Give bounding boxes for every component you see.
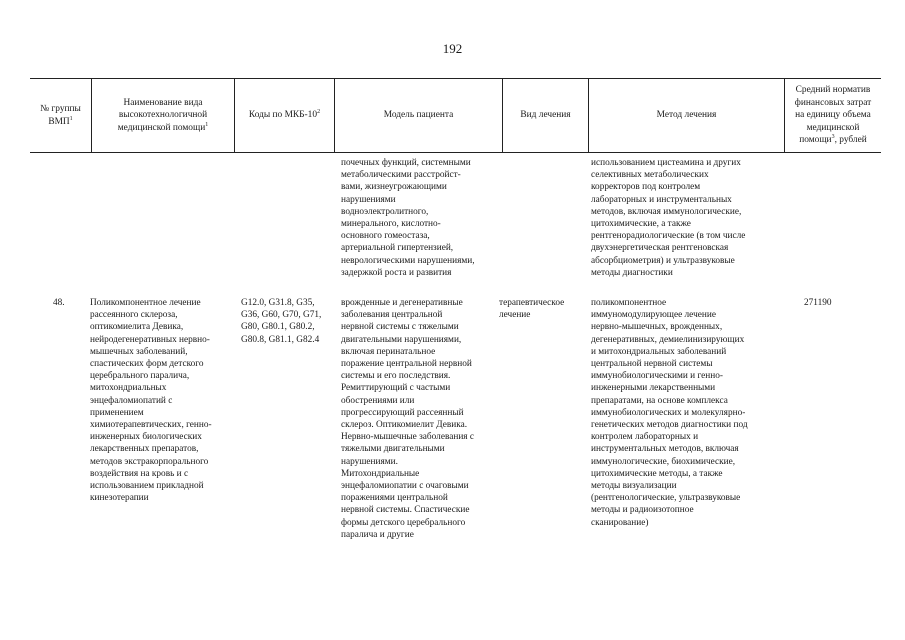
text-line: методы и радиоизотопное (591, 505, 694, 516)
text-line: тяжелыми двигательными (341, 444, 445, 455)
text-line: системы и его последствия. (341, 371, 451, 382)
text-line: инженерных биологических (90, 432, 202, 443)
text-line: цитохимические методы, а также (591, 468, 723, 479)
text-line: поражениями центральной (341, 493, 448, 504)
care-type-name (90, 297, 212, 504)
text-line: нейродегенеративных нервно- (90, 334, 210, 345)
icd-codes (241, 297, 321, 346)
text-line: лабораторных и инструментальных (591, 194, 732, 205)
text-line: G12.0, G31.8, G35, (241, 298, 315, 308)
text-line: оптикомиелита Девика, (90, 322, 184, 333)
text-line: нервно-мышечных, врожденных, (591, 322, 723, 333)
text-line: использованием цистеамина и других (591, 158, 741, 168)
text-line: контролем лабораторных и (591, 432, 699, 443)
footnote-mark: 1 (205, 121, 209, 128)
text-line: двухэнергетическая рентгеновская (591, 243, 729, 254)
footnote-mark: 3 (831, 134, 835, 141)
text-line: воздействия на кровь и с (90, 468, 189, 479)
text-line: центральной нервной системы (591, 359, 713, 370)
header-icd-codes (234, 79, 334, 152)
text-line: методов экстракорпорального (90, 456, 209, 467)
text-line: поражение центральной нервной (341, 359, 472, 370)
text-line: селективных метаболических (591, 170, 709, 181)
text-line: почечных функций, системными (341, 158, 471, 168)
header-patient-model-text: Модель пациента (383, 110, 454, 121)
text-line: использованием прикладной (90, 481, 204, 492)
header-treatment-type (502, 79, 588, 152)
text-line: склероз. Оптикомиелит Девика. (341, 420, 468, 431)
text-line: метаболическими расстройст- (341, 170, 461, 181)
text-line: лекарственных препаратов, (90, 444, 199, 455)
text-line: применением (90, 407, 144, 418)
text-line: Митохондриальные (341, 468, 420, 479)
text-line: генетических методов диагностики под (591, 420, 748, 431)
treatment-type (499, 297, 564, 321)
text-line: минерального, кислотно- (341, 219, 441, 230)
text-line: лечение (499, 310, 531, 321)
continuation-patient-model (341, 157, 475, 279)
header-patient-model (334, 79, 502, 152)
text-line: методы визуализации (591, 481, 677, 492)
text-line: врожденные и дегенеративные (341, 298, 463, 308)
text-line: спастических форм детского (90, 359, 204, 370)
text-line: Нервно-мышечные заболевания с (341, 432, 475, 443)
text-line: корректоров под контролем (591, 182, 701, 193)
text-line: паралича и другие (341, 529, 414, 540)
text-line: вами, жизнеугрожающими (341, 182, 447, 193)
header-group-number (30, 79, 91, 152)
text-line: энцефаломиопатии с очаговыми (341, 481, 469, 492)
text-line: (рентгенологические, ультразвуковые (591, 493, 741, 504)
treatment-method (591, 297, 748, 529)
text-line: методы диагностики (591, 267, 673, 278)
text-line: рассеянного склероза, (90, 310, 178, 321)
text-line: G36, G60, G70, G71, (241, 310, 322, 321)
text-line: Поликомпонентное лечение (90, 298, 201, 308)
text-line: заболевания центральной (341, 310, 443, 321)
header-cost-standard-tail: , рублей (834, 135, 867, 146)
header-cost-standard-text: Средний норматив финансовых затрат на единицу объема медицинской помощи (794, 85, 872, 146)
cost-value: 271190 (804, 298, 832, 308)
text-line: мышечных заболеваний, (90, 346, 188, 357)
header-group-number-text: № группы ВМП (40, 103, 81, 127)
header-icd-codes-text: Коды по МКБ-10 (248, 110, 318, 121)
text-line: дегенеративных, демиелинизирующих (591, 334, 745, 345)
continuation-treatment-method (591, 157, 745, 279)
text-line: инженерными лекарственными (591, 383, 716, 394)
header-care-type-text: Наименование вида высокотехнологичной медицинской помощи (117, 97, 208, 133)
header-cost-standard (784, 79, 881, 152)
text-line: абсорбциометрия) и ультразвуковые (591, 255, 735, 266)
text-line: поликомпонентное (591, 298, 667, 308)
text-line: G80, G80.1, G80.2, (241, 322, 315, 333)
text-line: рентгенорадиологические (в том числе (591, 231, 746, 242)
text-line: церебрального паралича, (90, 371, 190, 382)
text-line: сканирование) (591, 517, 649, 528)
text-line: нарушениями. (341, 456, 398, 467)
text-line: иммунобиологических и молекулярно- (591, 407, 746, 418)
text-line: энцефаломиопатий с (90, 395, 173, 406)
text-line: неврологическими нарушениями, (341, 255, 475, 266)
row-number: 48. (53, 298, 65, 308)
text-line: терапевтическое (499, 298, 565, 308)
text-line: Ремиттирующий с частыми (341, 383, 451, 394)
text-line: препаратами, на основе комплекса (591, 395, 728, 406)
text-line: иммунобиологическими и генно- (591, 371, 723, 382)
table-header (30, 78, 881, 153)
text-line: и митохондриальных заболеваний (591, 346, 727, 357)
text-line: задержкой роста и развития (341, 267, 452, 278)
text-line: методов, включая иммунологические, (591, 206, 742, 217)
text-line: формы детского церебрального (341, 517, 466, 528)
text-line: митохондриальных (90, 383, 167, 394)
text-line: артериальной гипертензией, (341, 243, 454, 254)
header-treatment-method-text: Метод лечения (656, 110, 717, 121)
text-line: иммунологические, биохимические, (591, 456, 736, 467)
text-line: прогрессирующий рассеянный (341, 407, 464, 418)
header-treatment-method (588, 79, 784, 152)
header-care-type (91, 79, 234, 152)
text-line: нервной системы с тяжелыми (341, 322, 459, 333)
text-line: обострениями или (341, 395, 415, 406)
page-number: 192 (442, 41, 463, 56)
text-line: цитохимические, а также (591, 219, 691, 230)
text-line: инструментальных методов, включая (591, 444, 739, 455)
text-line: G80.8, G81.1, G82.4 (241, 334, 320, 345)
text-line: основного гомеостаза, (341, 231, 430, 242)
footnote-mark: 2 (317, 109, 321, 116)
header-treatment-type-text: Вид лечения (520, 110, 571, 121)
text-line: включая перинатальное (341, 346, 436, 357)
patient-model (341, 297, 474, 541)
text-line: кинезотерапии (90, 493, 149, 504)
text-line: водноэлектролитного, (341, 206, 429, 217)
text-line: нарушениями (341, 194, 396, 205)
text-line: двигательными нарушениями, (341, 334, 462, 345)
text-line: химиотерапевтических, генно- (90, 420, 212, 431)
footnote-mark: 1 (69, 115, 73, 122)
text-line: иммуномодулирующее лечение (591, 310, 716, 321)
text-line: нервной системы. Спастические (341, 505, 470, 516)
